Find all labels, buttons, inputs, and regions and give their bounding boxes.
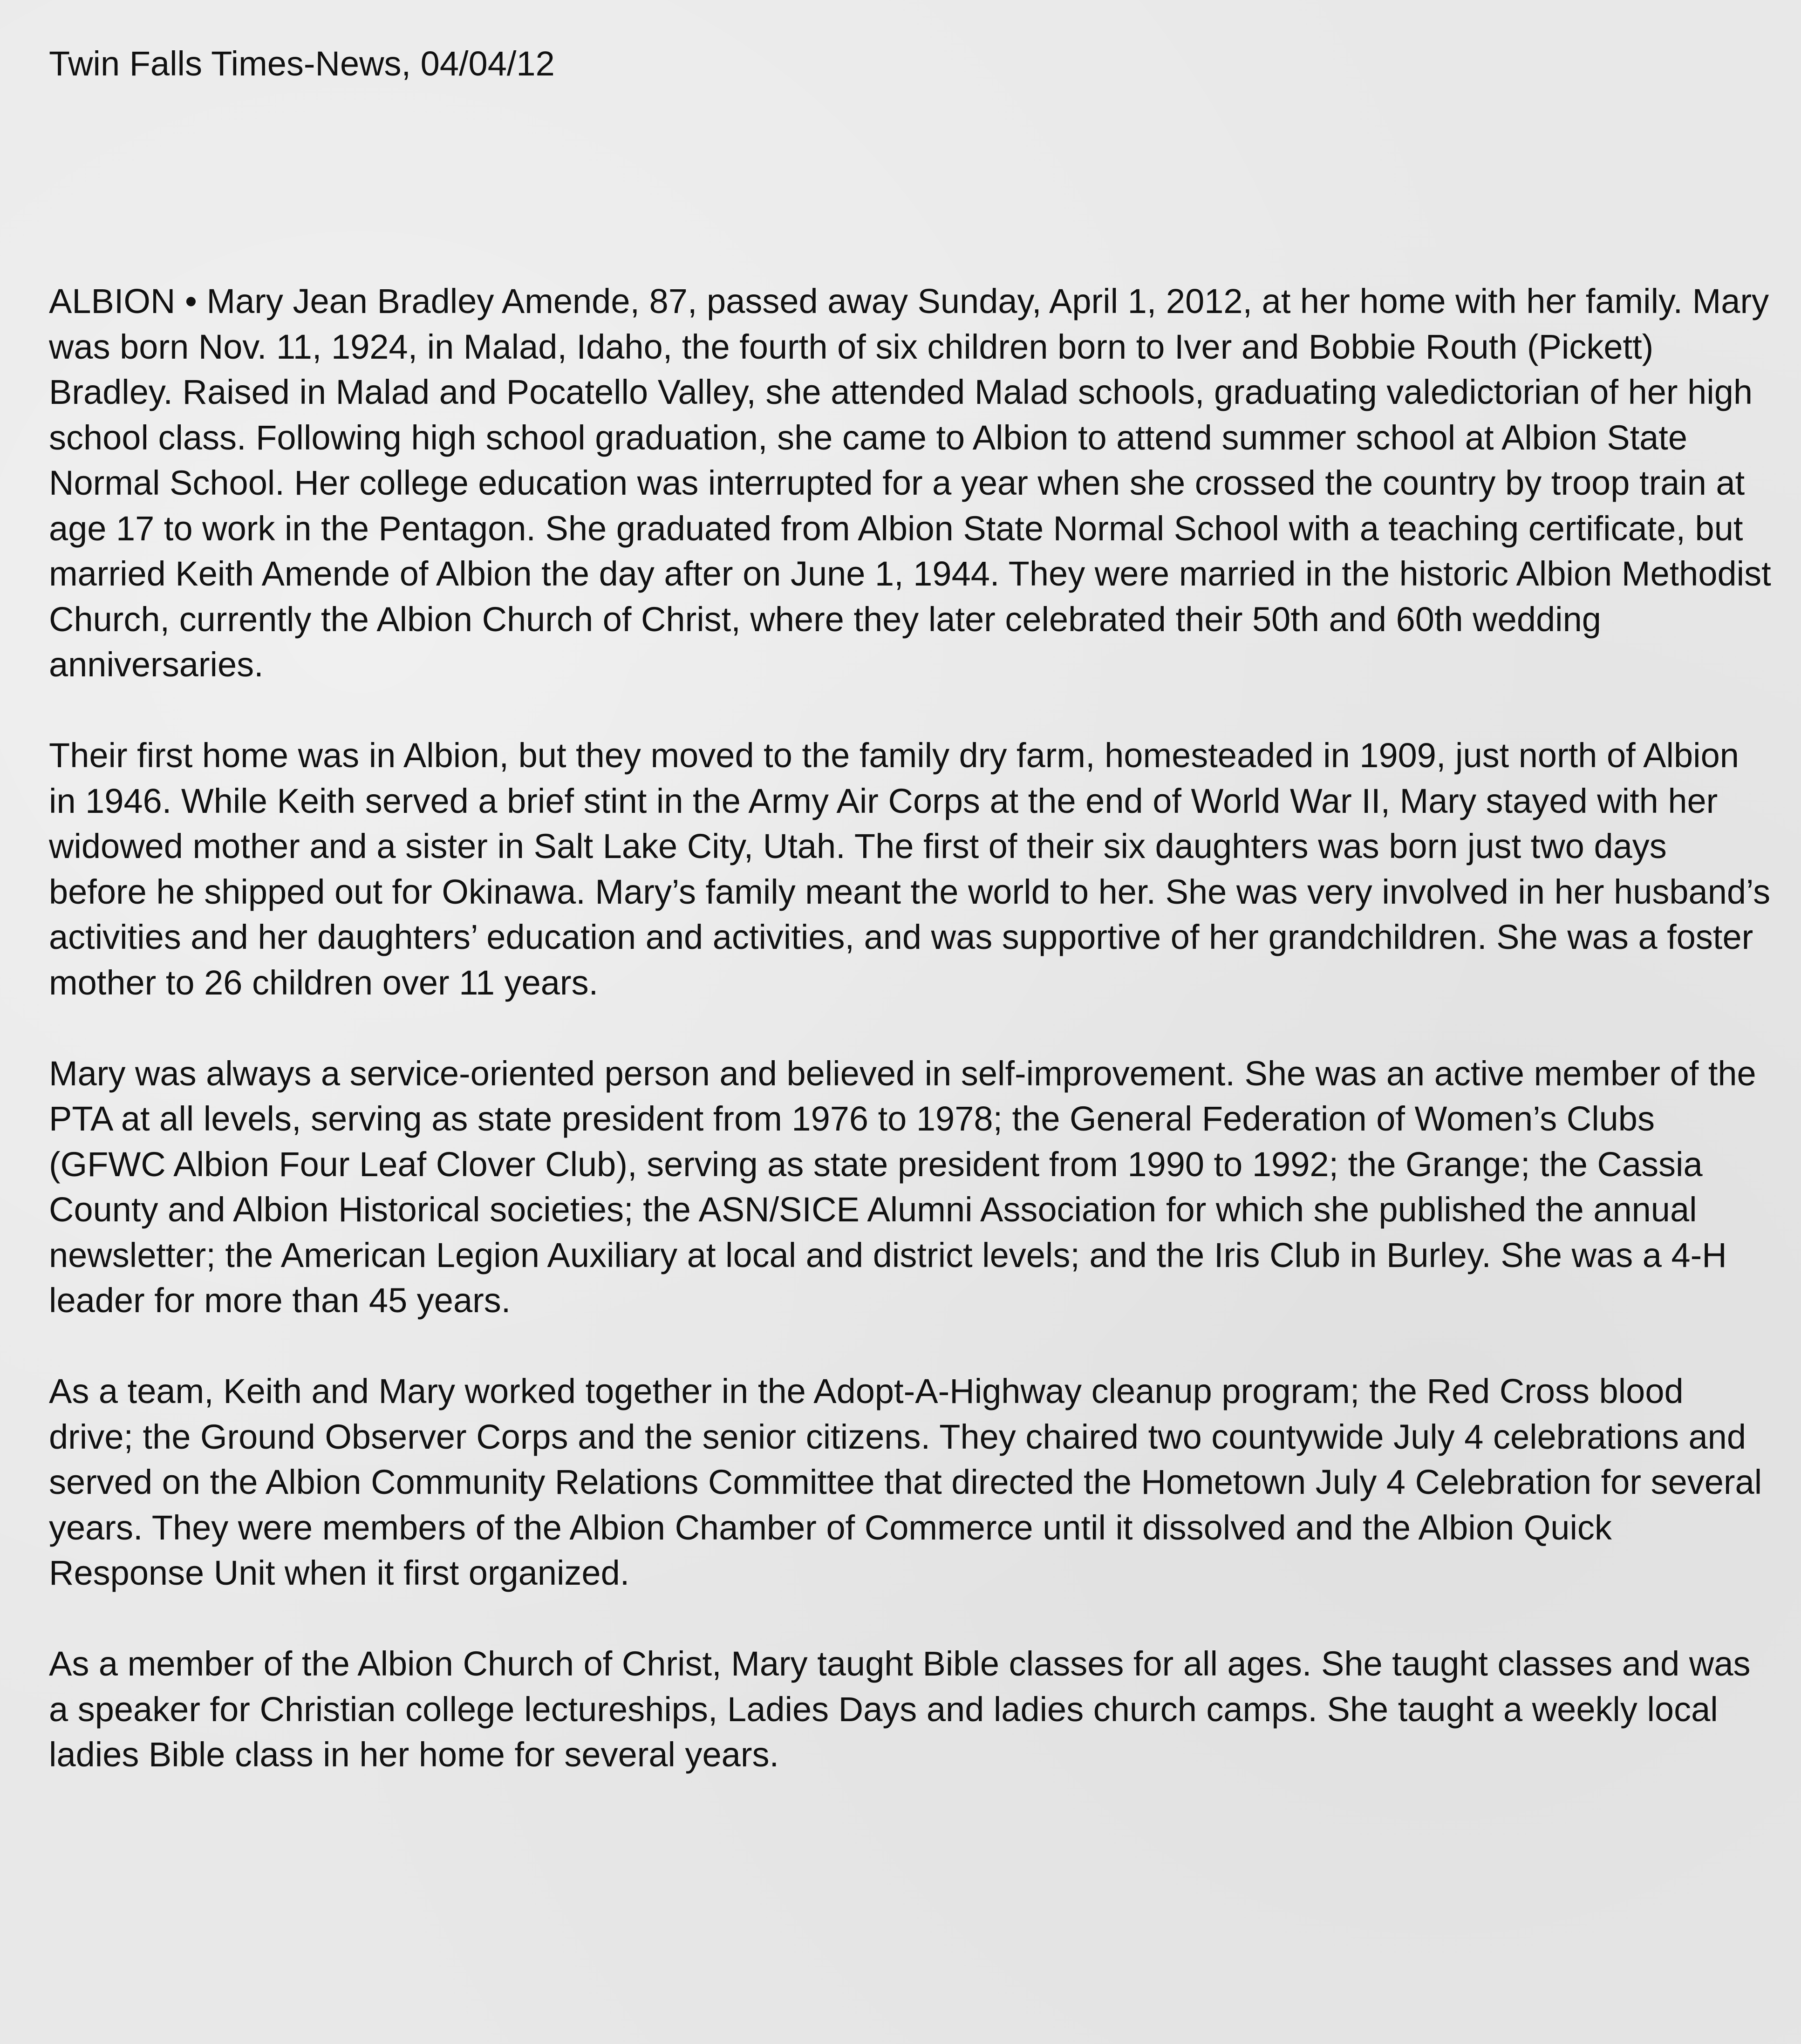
paragraph-4: As a team, Keith and Mary worked together in the Adopt-A-Highway cleanup program; the Red Cross blood drive; the Ground Observer Corps and the senior citizens. They chaired two countywide July 4 celebrations and served on the Albion Community Relations Committee that directed the Hometown July 4 Celebration for several years. They were members of the Albion Chamber of Commerce until it dissolved and the Albion Quick Response Unit when it first organized. [49,1372,1762,1592]
article-body [49,279,1773,1778]
paragraph-2: Their first home was in Albion, but they moved to the family dry farm, homesteaded in 1909, just north of Albion in 1946. While Keith served a brief stint in the Army Air Corps at the end of World War II, Mary stayed with her widowed mother and a sister in Salt Lake City, Utah. The first of their six daughters was born just two days before he shipped out for Okinawa. Mary’s family meant the world to her. She was very involved in her husband’s activities and her daughters’ education and activities, and was supportive of her grandchildren. She was a foster mother to 26 children over 11 years. [49,736,1771,1002]
paragraph-1: ALBION • Mary Jean Bradley Amende, 87, passed away Sunday, April 1, 2012, at her home with her family. Mary was born Nov. 11, 1924, in Malad, Idaho, the fourth of six children born to Iver and Bobbie Routh (Pickett) Bradley. Raised in Malad and Pocatello Valley, she attended Malad schools, graduating valedictorian of her high school class. Following high school graduation, she came to Albion to attend summer school at Albion State Normal School. Her college education was interrupted for a year when she crossed the country by troop train at age 17 to work in the Pentagon. She graduated from Albion State Normal School with a teaching certificate, but married Keith Amende of Albion the day after on June 1, 1944. They were married in the historic Albion Methodist Church, currently the Albion Church of Christ, where they later celebrated their 50th and 60th wedding anniversaries. [49,282,1771,684]
paragraph-5: As a member of the Albion Church of Christ, Mary taught Bible classes for all ages. She taught classes and was a speaker for Christian college lectureships, Ladies Days and ladies church camps. She taught a weekly local ladies Bible class in her home for several years. [49,1644,1751,1774]
source-line: Twin Falls Times-News, 04/04/12 [49,44,555,83]
paragraph-3: Mary was always a service-oriented person and believed in self-improvement. She was an active member of the PTA at all levels, serving as state president from 1976 to 1978; the General Federation of Women’s Clubs (GFWC Albion Four Leaf Clover Club), serving as state president from 1990 to 1992; the Grange; the Cassia County and Albion Historical societies; the ASN/SICE Alumni Association for which she published the annual newsletter; the American Legion Auxiliary at local and district levels; and the Iris Club in Burley. She was a 4-H leader for more than 45 years. [49,1054,1756,1320]
